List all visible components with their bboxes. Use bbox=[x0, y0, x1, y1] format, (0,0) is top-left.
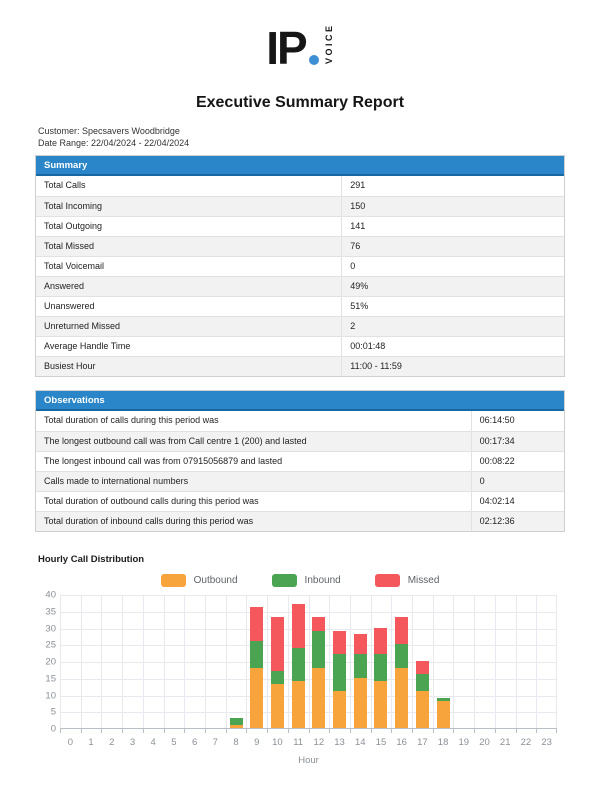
bar-segment-inbound bbox=[271, 671, 284, 684]
gridline-vertical bbox=[267, 595, 268, 728]
legend-swatch-inbound bbox=[272, 574, 297, 587]
bar-segment-missed bbox=[250, 607, 263, 641]
x-axis-tick bbox=[329, 729, 330, 733]
y-axis-tick-label: 5 bbox=[50, 706, 56, 718]
table-row bbox=[36, 256, 564, 276]
x-axis-tick-label: 7 bbox=[212, 737, 218, 748]
x-axis-tick bbox=[412, 729, 413, 733]
row-label: Total Voicemail bbox=[36, 257, 342, 276]
y-axis-tick-label: 25 bbox=[45, 639, 56, 651]
bar-segment-outbound bbox=[437, 701, 450, 728]
row-label: Calls made to international numbers bbox=[36, 472, 472, 491]
x-axis-tick-label: 17 bbox=[417, 737, 428, 748]
table-row bbox=[36, 356, 564, 376]
x-axis-tick-label: 10 bbox=[272, 737, 283, 748]
x-axis-tick-label: 1 bbox=[88, 737, 94, 748]
x-axis-tick bbox=[309, 729, 310, 733]
y-axis-tick-label: 0 bbox=[50, 723, 56, 735]
row-value: 150 bbox=[350, 201, 366, 211]
gridline-vertical bbox=[143, 595, 144, 728]
legend-swatch-missed bbox=[375, 574, 400, 587]
bar-segment-missed bbox=[354, 634, 367, 654]
x-axis-tick bbox=[536, 729, 537, 733]
bar-segment-missed bbox=[395, 617, 408, 644]
legend-label: Inbound bbox=[304, 575, 341, 586]
table-row bbox=[36, 316, 564, 336]
table-row bbox=[36, 276, 564, 296]
table-row bbox=[36, 216, 564, 236]
x-axis-tick-label: 4 bbox=[150, 737, 156, 748]
bar-stack-hour-10 bbox=[271, 617, 284, 728]
bar-stack-hour-17 bbox=[416, 661, 429, 728]
gridline-vertical bbox=[60, 595, 61, 728]
table-row bbox=[36, 176, 564, 196]
row-label: The longest outbound call was from Call centre 1 (200) and lasted bbox=[36, 432, 472, 451]
bar-segment-outbound bbox=[374, 681, 387, 728]
gridline-vertical bbox=[101, 595, 102, 728]
row-label: Total duration of calls during this period was bbox=[36, 411, 472, 431]
bar-segment-missed bbox=[271, 617, 284, 671]
row-value: 51% bbox=[350, 301, 369, 311]
bar-stack-hour-8 bbox=[230, 718, 243, 728]
bar-segment-missed bbox=[374, 628, 387, 655]
gridline-vertical bbox=[453, 595, 454, 728]
row-label: Total Calls bbox=[36, 176, 342, 196]
gridline-vertical bbox=[412, 595, 413, 728]
x-axis-tick bbox=[164, 729, 165, 733]
bar-segment-outbound bbox=[333, 691, 346, 728]
bar-segment-missed bbox=[333, 631, 346, 654]
x-axis-tick-label: 15 bbox=[375, 737, 387, 748]
page-title: Executive Summary Report bbox=[195, 94, 405, 111]
row-value: 06:14:50 bbox=[479, 415, 515, 425]
bar-segment-inbound bbox=[354, 654, 367, 677]
x-axis-tick bbox=[288, 729, 289, 733]
x-axis-tick-label: 18 bbox=[437, 737, 449, 748]
bar-stack-hour-9 bbox=[250, 607, 263, 728]
gridline-vertical bbox=[536, 595, 537, 728]
x-axis-tick bbox=[81, 729, 82, 733]
bar-segment-outbound bbox=[230, 725, 243, 728]
gridline-vertical bbox=[350, 595, 351, 728]
bar-stack-hour-13 bbox=[333, 631, 346, 728]
chart-plot-area bbox=[60, 595, 557, 729]
table-row bbox=[36, 196, 564, 216]
logo bbox=[0, 22, 600, 72]
bar-segment-outbound bbox=[312, 668, 325, 728]
table-row bbox=[36, 511, 564, 531]
y-axis-tick-label: 20 bbox=[45, 656, 56, 668]
bar-stack-hour-15 bbox=[374, 628, 387, 728]
row-label: Busiest Hour bbox=[36, 357, 342, 376]
x-axis-tick-label: 6 bbox=[191, 737, 198, 748]
gridline-vertical bbox=[226, 595, 227, 728]
observations-table-header: Observations bbox=[36, 391, 564, 411]
table-row bbox=[36, 471, 564, 491]
row-value: 2 bbox=[350, 321, 356, 331]
row-label: Average Handle Time bbox=[36, 337, 342, 356]
gridline-vertical bbox=[246, 595, 247, 728]
row-label: Total duration of inbound calls during this period was bbox=[36, 512, 472, 531]
row-value: 0 bbox=[350, 261, 356, 271]
x-axis-tick bbox=[350, 729, 351, 733]
gridline-vertical bbox=[205, 595, 206, 728]
x-axis-tick-label: 23 bbox=[541, 737, 552, 748]
row-value: 00:17:34 bbox=[479, 436, 515, 446]
row-label: Unanswered bbox=[36, 297, 342, 316]
y-axis-tick-label: 35 bbox=[45, 606, 56, 618]
gridline-vertical bbox=[371, 595, 372, 728]
row-label: Answered bbox=[36, 277, 342, 296]
table-row bbox=[36, 336, 564, 356]
row-label: Total Outgoing bbox=[36, 217, 342, 236]
row-label: The longest inbound call was from 07915056879 and lasted bbox=[36, 452, 472, 471]
x-axis-tick bbox=[60, 729, 61, 733]
gridline-vertical bbox=[81, 595, 82, 728]
bar-stack-hour-14 bbox=[354, 634, 367, 728]
table-row bbox=[36, 451, 564, 471]
legend-item-inbound[interactable] bbox=[272, 574, 341, 587]
x-axis-tick bbox=[556, 729, 557, 733]
legend-label: Outbound bbox=[193, 575, 238, 586]
row-label: Total Incoming bbox=[36, 197, 342, 216]
x-axis-tick bbox=[433, 729, 434, 733]
gridline-vertical bbox=[433, 595, 434, 728]
x-axis-title: Hour bbox=[298, 755, 319, 766]
row-label: Total Missed bbox=[36, 237, 342, 256]
row-label: Unreturned Missed bbox=[36, 317, 342, 336]
x-axis-tick-label: 3 bbox=[129, 737, 136, 748]
gridline-vertical bbox=[309, 595, 310, 728]
gridline-vertical bbox=[329, 595, 330, 728]
table-row bbox=[36, 431, 564, 451]
logo-dot-icon bbox=[309, 55, 319, 65]
bar-segment-outbound bbox=[250, 668, 263, 728]
legend-item-outbound[interactable] bbox=[161, 574, 238, 587]
bar-segment-outbound bbox=[292, 681, 305, 728]
x-axis-tick-label: 2 bbox=[109, 737, 115, 748]
bar-segment-inbound bbox=[312, 631, 325, 668]
customer-label: Customer: Specsavers Woodbridge bbox=[38, 126, 180, 136]
row-value: 291 bbox=[350, 180, 366, 190]
summary-table-header: Summary bbox=[36, 156, 564, 176]
row-label: Total duration of outbound calls during this period was bbox=[36, 492, 472, 511]
gridline-vertical bbox=[391, 595, 392, 728]
x-axis-tick-label: 0 bbox=[67, 737, 73, 748]
x-axis-tick-label: 14 bbox=[354, 737, 366, 748]
gridline-vertical bbox=[495, 595, 496, 728]
x-axis-tick-label: 20 bbox=[479, 737, 490, 748]
bar-stack-hour-18 bbox=[437, 698, 450, 728]
bar-segment-missed bbox=[292, 604, 305, 648]
legend-swatch-outbound bbox=[161, 574, 186, 587]
report-meta bbox=[38, 126, 189, 149]
chart-title: Hourly Call Distribution bbox=[38, 554, 145, 565]
bar-stack-hour-12 bbox=[312, 617, 325, 728]
row-value: 141 bbox=[350, 221, 366, 231]
x-axis-tick-label: 8 bbox=[233, 737, 239, 748]
x-axis-tick bbox=[143, 729, 144, 733]
observations-table bbox=[35, 390, 565, 532]
bar-segment-inbound bbox=[374, 654, 387, 681]
x-axis-labels bbox=[60, 737, 557, 749]
table-row bbox=[36, 491, 564, 511]
legend-item-missed[interactable] bbox=[375, 574, 440, 587]
row-value: 04:02:14 bbox=[479, 496, 515, 506]
x-axis-tick bbox=[516, 729, 517, 733]
bar-segment-inbound bbox=[416, 674, 429, 691]
bar-segment-outbound bbox=[416, 691, 429, 728]
row-value: 11:00 - 11:59 bbox=[350, 361, 402, 371]
x-axis-tick-label: 11 bbox=[293, 737, 304, 748]
y-axis-tick-label: 15 bbox=[45, 673, 56, 685]
bar-segment-missed bbox=[312, 617, 325, 630]
row-value: 0 bbox=[479, 476, 485, 486]
gridline-vertical bbox=[184, 595, 185, 728]
row-value: 49% bbox=[350, 281, 369, 291]
logo-voice-text: VOICE bbox=[323, 23, 334, 64]
row-value: 76 bbox=[350, 241, 361, 251]
bar-segment-missed bbox=[416, 661, 429, 674]
table-row bbox=[36, 296, 564, 316]
x-axis-tick-label: 13 bbox=[334, 737, 345, 748]
x-axis-tick-label: 5 bbox=[171, 737, 177, 748]
x-axis-tick-label: 19 bbox=[458, 737, 470, 748]
gridline-vertical bbox=[516, 595, 517, 728]
x-axis-tick bbox=[246, 729, 247, 733]
row-value: 00:01:48 bbox=[350, 341, 386, 351]
x-axis-tick bbox=[122, 729, 123, 733]
bar-segment-inbound bbox=[333, 654, 346, 691]
table-row bbox=[36, 236, 564, 256]
table-row bbox=[36, 411, 564, 431]
bar-segment-outbound bbox=[354, 678, 367, 728]
x-axis-tick bbox=[453, 729, 454, 733]
x-axis-tick bbox=[474, 729, 475, 733]
date-range-label: Date Range: 22/04/2024 - 22/04/2024 bbox=[38, 137, 190, 148]
row-value: 00:08:22 bbox=[479, 456, 515, 466]
row-value: 02:12:36 bbox=[479, 516, 515, 526]
summary-table-body bbox=[36, 176, 564, 376]
y-axis-labels bbox=[28, 589, 56, 735]
bar-segment-inbound bbox=[292, 648, 305, 682]
x-axis-tick-label: 16 bbox=[396, 737, 407, 748]
logo-ip-text: IP bbox=[266, 22, 306, 74]
bar-segment-outbound bbox=[271, 684, 284, 728]
x-axis-tick bbox=[391, 729, 392, 733]
bar-segment-inbound bbox=[395, 644, 408, 667]
y-axis-tick-label: 40 bbox=[45, 589, 56, 601]
chart-legend bbox=[0, 574, 600, 587]
bar-segment-inbound bbox=[230, 718, 243, 725]
x-axis-tick bbox=[495, 729, 496, 733]
x-axis-tick-label: 21 bbox=[499, 737, 511, 748]
bar-stack-hour-16 bbox=[395, 617, 408, 728]
x-axis-tick bbox=[226, 729, 227, 733]
x-axis-tick bbox=[371, 729, 372, 733]
x-axis-tick-label: 12 bbox=[313, 737, 325, 748]
y-axis-tick-label: 30 bbox=[45, 623, 56, 634]
legend-label: Missed bbox=[407, 575, 440, 586]
x-axis-tick-label: 22 bbox=[520, 737, 532, 748]
x-axis-tick bbox=[205, 729, 206, 733]
gridline-vertical bbox=[474, 595, 475, 728]
gridline-vertical bbox=[288, 595, 289, 728]
bar-stack-hour-11 bbox=[292, 604, 305, 728]
bar-segment-outbound bbox=[395, 668, 408, 728]
x-axis-tick bbox=[101, 729, 102, 733]
bar-segment-inbound bbox=[250, 641, 263, 668]
y-axis-tick-label: 10 bbox=[45, 690, 56, 701]
gridline-vertical bbox=[556, 595, 557, 728]
x-axis-tick bbox=[184, 729, 185, 733]
summary-table bbox=[35, 155, 565, 377]
x-axis-tick-label: 9 bbox=[254, 737, 260, 748]
gridline-vertical bbox=[122, 595, 123, 728]
observations-table-body bbox=[36, 411, 564, 531]
gridline-vertical bbox=[164, 595, 165, 728]
x-axis-tick bbox=[267, 729, 268, 733]
